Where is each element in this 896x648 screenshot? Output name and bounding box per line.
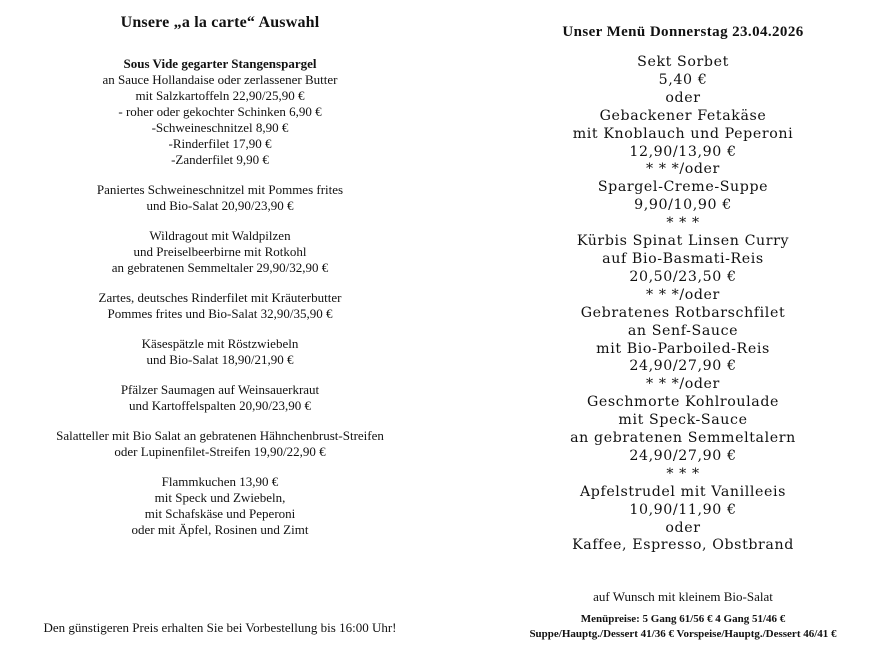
course-line: Spargel-Creme-Suppe: [597, 179, 769, 196]
item-price: mit Salzkartoffeln 22,90/25,90 €: [135, 88, 305, 103]
item-price: Flammkuchen 13,90 €: [161, 474, 279, 489]
item-line: an Sauce Hollandaise oder zerlassener Butter: [102, 72, 338, 87]
item-option: mit Speck und Zwiebeln,: [154, 490, 286, 505]
item-line: Paniertes Schweineschnitzel mit Pommes frites: [96, 182, 344, 197]
course-line: Geschmorte Kohlroulade: [586, 394, 780, 411]
course-line: mit Speck-Sauce: [618, 412, 748, 429]
course-line: auf Bio-Basmati-Reis: [602, 250, 764, 267]
course-separator: * * *: [666, 465, 700, 482]
course-line: Gebackener Fetakäse: [599, 107, 767, 124]
course-price: 20,50/23,50 €: [629, 268, 737, 285]
item-price: Pommes frites und Bio-Salat 32,90/35,90 €: [107, 306, 333, 321]
item-price: und Bio-Salat 18,90/21,90 €: [146, 352, 294, 367]
item-line: Pfälzer Saumagen auf Weinsauerkraut: [120, 382, 320, 397]
course-separator: * * *: [666, 215, 700, 232]
a-la-carte-list: [0, 56, 440, 552]
course-line: an Senf-Sauce: [627, 322, 739, 339]
course-price: 12,90/13,90 €: [629, 143, 737, 160]
course-separator: * * */oder: [646, 286, 720, 303]
menu-item-schnitzel: [0, 182, 440, 214]
item-price: und Bio-Salat 20,90/23,90 €: [146, 198, 294, 213]
course-separator: oder: [665, 519, 701, 536]
salad-note: auf Wunsch mit kleinem Bio-Salat: [593, 589, 773, 604]
menu-item-rinderfilet: [0, 290, 440, 322]
menu-item-salatteller: [0, 428, 440, 460]
item-line: Wildragout mit Waldpilzen: [149, 228, 291, 243]
item-line: Zartes, deutsches Rinderfilet mit Kräuterbutter: [98, 290, 342, 305]
item-option: - roher oder gekochter Schinken 6,90 €: [118, 104, 322, 119]
course-line: Apfelstrudel mit Vanilleeis: [579, 483, 787, 500]
item-price: oder Lupinenfilet-Streifen 19,90/22,90 €: [114, 444, 326, 459]
course-line: Sekt Sorbet: [637, 54, 729, 70]
course-price: 5,40 €: [658, 71, 708, 88]
menu-prices-line-1: Menüpreise: 5 Gang 61/56 € 4 Gang 51/46 €: [580, 613, 786, 625]
course-price: 9,90/10,90 €: [634, 197, 732, 214]
menu-item-wildragout: [0, 228, 440, 276]
course-line: Gebratenes Rotbarschfilet: [580, 304, 786, 321]
preorder-note: Den günstigeren Preis erhalten Sie bei Vorbestellung bis 16:00 Uhr!: [43, 620, 397, 635]
course-price: 24,90/27,90 €: [629, 447, 737, 464]
course-line: an gebratenen Semmeltalern: [570, 430, 796, 447]
item-option: -Rinderfilet 17,90 €: [168, 136, 272, 151]
item-option: -Zanderfilet 9,90 €: [171, 152, 269, 167]
menu-prices-line-2: Suppe/Hauptg./Dessert 41/36 € Vorspeise/Hauptg./Dessert 46/41 €: [529, 628, 837, 640]
course-price: 10,90/11,90 €: [629, 501, 737, 518]
course-separator: * * */oder: [646, 376, 720, 393]
item-line: Salatteller mit Bio Salat an gebratenen Hähnchenbrust-Streifen: [56, 428, 384, 443]
item-line: Käsespätzle mit Röstzwiebeln: [141, 336, 299, 351]
menu-item-flammkuchen: [0, 474, 440, 538]
item-option: -Schweineschnitzel 8,90 €: [151, 120, 289, 135]
a-la-carte-title: Unsere „a la carte“ Auswahl: [120, 14, 320, 31]
menu-item-spargel: [0, 56, 440, 168]
course-separator: oder: [665, 89, 701, 106]
menu-item-saumagen: [0, 382, 440, 414]
course-line: Kaffee, Espresso, Obstbrand: [572, 537, 794, 554]
item-price: und Kartoffelspalten 20,90/23,90 €: [128, 398, 312, 413]
item-name: Sous Vide gegarter Stangenspargel: [123, 56, 317, 71]
course-line: Kürbis Spinat Linsen Curry: [576, 233, 790, 250]
daily-menu-title: Unser Menü Donnerstag 23.04.2026: [562, 24, 804, 40]
menu-item-kaesespaetzle: [0, 336, 440, 368]
daily-menu-list: [470, 54, 896, 555]
course-separator: * * */oder: [646, 161, 720, 178]
item-option: oder mit Äpfel, Rosinen und Zimt: [131, 522, 309, 537]
course-line: mit Bio-Parboiled-Reis: [596, 340, 770, 357]
course-price: 24,90/27,90 €: [629, 358, 737, 375]
menu-prices: [470, 612, 896, 642]
course-line: mit Knoblauch und Peperoni: [572, 125, 794, 142]
item-price: an gebratenen Semmeltaler 29,90/32,90 €: [111, 260, 329, 275]
item-option: mit Schafskäse und Peperoni: [144, 506, 296, 521]
item-line: und Preiselbeerbirne mit Rotkohl: [133, 244, 307, 259]
